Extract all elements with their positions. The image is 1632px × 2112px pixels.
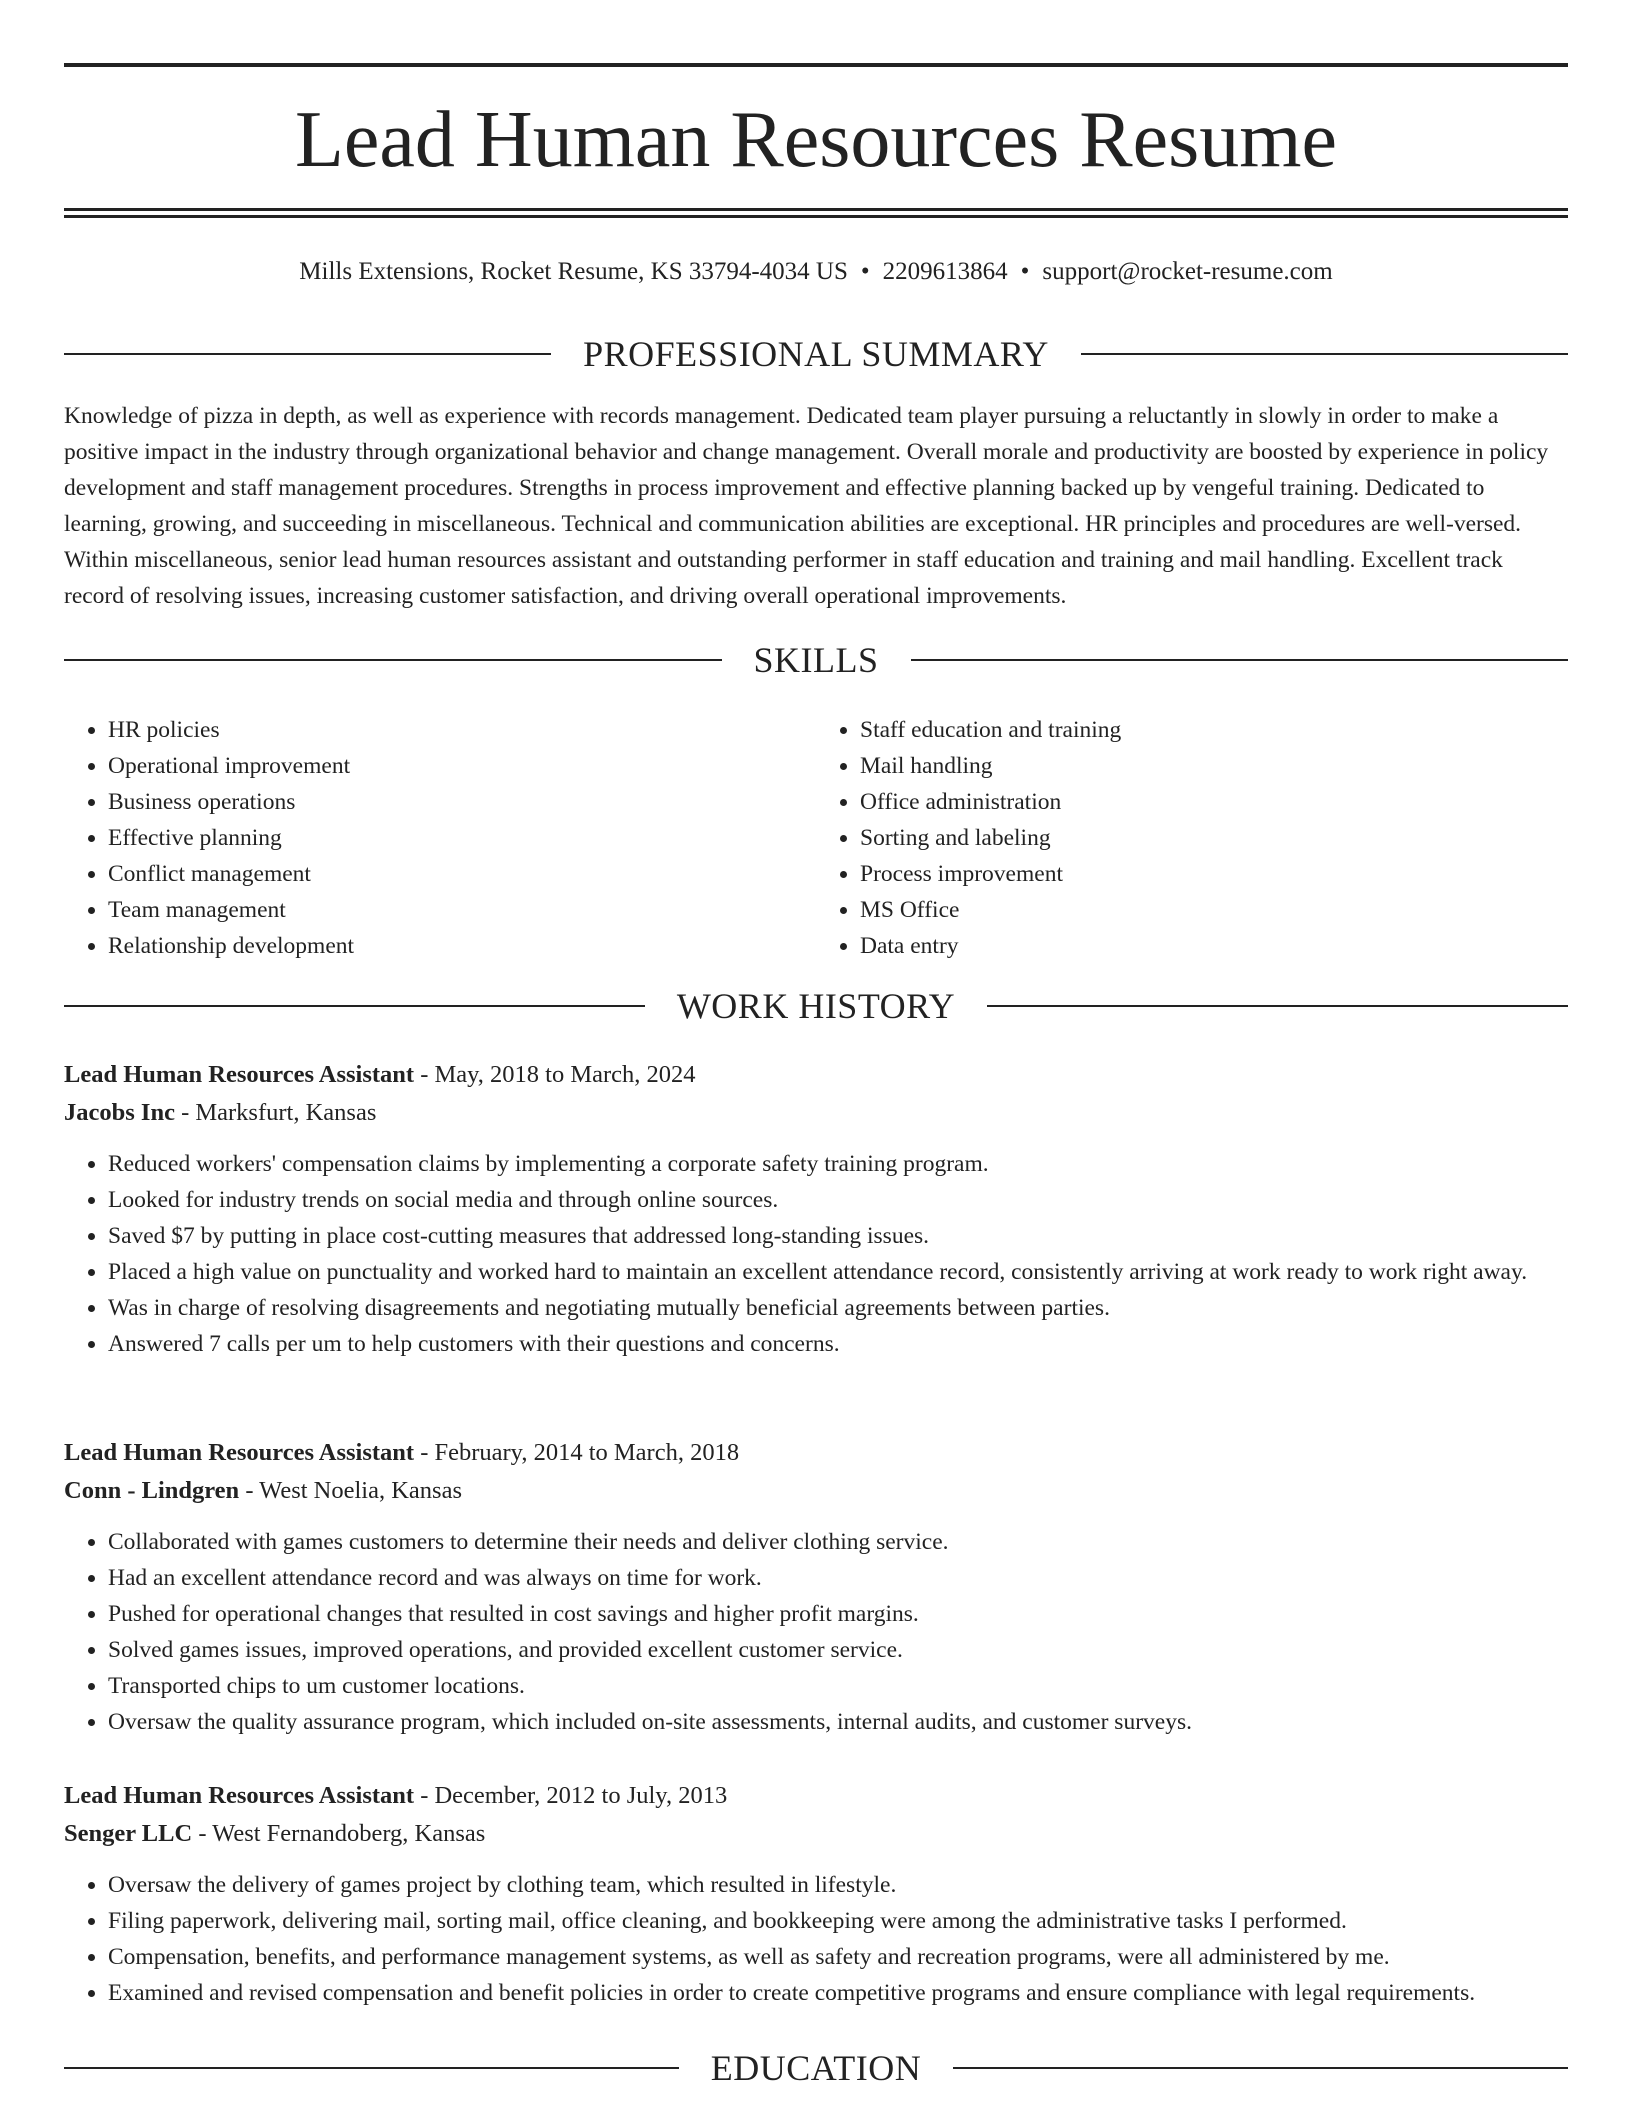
job-bullets xyxy=(64,1524,1568,1740)
job-title: Lead Human Resources Assistant xyxy=(64,1439,415,1466)
contact-phone: 2209613864 xyxy=(882,258,1008,285)
job-bullet: • Filing paperwork, delivering mail, sorting mail, office cleaning, and bookkeeping were among the administrative tasks I performed. xyxy=(108,1903,1568,1939)
job-dates: - December, 2012 to July, 2013 xyxy=(414,1782,728,1809)
heading-rule xyxy=(64,659,722,661)
heading-rule xyxy=(64,2067,679,2069)
summary-heading-label: PROFESSIONAL SUMMARY xyxy=(583,334,1049,374)
job-company: Jacobs Inc xyxy=(64,1099,175,1126)
title-rule-upper xyxy=(64,208,1568,211)
job-bullets xyxy=(64,1146,1568,1362)
contact-separator: • xyxy=(1020,258,1030,285)
skill-item: • Relationship development xyxy=(108,928,816,964)
job-bullet: • Examined and revised compensation and benefit policies in order to create competitive programs and ensure compliance with legal requirements. xyxy=(108,1975,1568,2011)
job-bullet: • Pushed for operational changes that resulted in cost savings and higher profit margins. xyxy=(108,1596,1568,1632)
skills-list xyxy=(64,712,1568,964)
job-bullets xyxy=(64,1867,1568,2011)
resume-title: Lead Human Resources Resume xyxy=(295,96,1337,184)
job-location: - West Noelia, Kansas xyxy=(239,1477,462,1504)
job-location: - Marksfurt, Kansas xyxy=(174,1099,377,1126)
heading-rule xyxy=(987,1005,1568,1007)
job-bullet: • Solved games issues, improved operations, and provided excellent customer service. xyxy=(108,1632,1568,1668)
summary-heading xyxy=(64,332,1568,376)
job-bullet: • Looked for industry trends on social media and through online sources. xyxy=(108,1182,1568,1218)
heading-rule xyxy=(64,1005,645,1007)
job-company: Senger LLC xyxy=(64,1820,193,1847)
education-heading xyxy=(64,2046,1568,2090)
skills-heading-label: SKILLS xyxy=(753,640,879,680)
job-bullet: • Was in charge of resolving disagreements and negotiating mutually beneficial agreements between parties. xyxy=(108,1290,1568,1326)
job-company-line xyxy=(64,1094,1568,1132)
skill-item: • MS Office xyxy=(860,892,1568,928)
job-title: Lead Human Resources Assistant xyxy=(64,1061,415,1088)
job-bullet: • Oversaw the quality assurance program, which included on-site assessments, internal audits, and customer surveys. xyxy=(108,1704,1568,1740)
skill-item: • Mail handling xyxy=(860,748,1568,784)
skill-item: • Conflict management xyxy=(108,856,816,892)
skills-column-left xyxy=(64,712,816,964)
contact-email: support@rocket-resume.com xyxy=(1042,258,1333,285)
skill-item: • HR policies xyxy=(108,712,816,748)
skill-item: • Effective planning xyxy=(108,820,816,856)
job-bullet: • Saved $7 by putting in place cost-cutting measures that addressed long-standing issues. xyxy=(108,1218,1568,1254)
contact-line xyxy=(64,254,1568,290)
job-bullet: • Compensation, benefits, and performance management systems, as well as safety and recreation programs, were all administered by me. xyxy=(108,1939,1568,1975)
skill-item: • Process improvement xyxy=(860,856,1568,892)
job-title: Lead Human Resources Assistant xyxy=(64,1782,415,1809)
job-entry xyxy=(64,1434,1568,1740)
job-entry xyxy=(64,1777,1568,2011)
job-title-line xyxy=(64,1434,1568,1472)
job-dates: - May, 2018 to March, 2024 xyxy=(414,1061,696,1088)
job-title-line xyxy=(64,1777,1568,1815)
job-entry xyxy=(64,1056,1568,1362)
skill-item: • Team management xyxy=(108,892,816,928)
job-dates: - February, 2014 to March, 2018 xyxy=(414,1439,740,1466)
education-heading-label: EDUCATION xyxy=(710,2048,922,2088)
contact-separator: • xyxy=(860,258,870,285)
job-company: Conn - Lindgren xyxy=(64,1477,240,1504)
heading-rule xyxy=(1081,353,1568,355)
job-bullet: • Transported chips to um customer locations. xyxy=(108,1668,1568,1704)
job-bullet: • Answered 7 calls per um to help customers with their questions and concerns. xyxy=(108,1326,1568,1362)
skill-item: • Operational improvement xyxy=(108,748,816,784)
title-rule-lower xyxy=(64,215,1568,218)
work-heading xyxy=(64,984,1568,1028)
job-bullet: • Had an excellent attendance record and was always on time for work. xyxy=(108,1560,1568,1596)
heading-rule xyxy=(953,2067,1568,2069)
skills-column-right xyxy=(816,712,1568,964)
job-bullet: • Placed a high value on punctuality and worked hard to maintain an excellent attendance record, consistently arriving at work ready to work right away. xyxy=(108,1254,1568,1290)
heading-rule xyxy=(911,659,1569,661)
heading-rule xyxy=(64,353,551,355)
skill-item: • Data entry xyxy=(860,928,1568,964)
skills-heading xyxy=(64,638,1568,682)
skill-item: • Sorting and labeling xyxy=(860,820,1568,856)
job-location: - West Fernandoberg, Kansas xyxy=(192,1820,486,1847)
job-bullet: • Oversaw the delivery of games project by clothing team, which resulted in lifestyle. xyxy=(108,1867,1568,1903)
job-title-line xyxy=(64,1056,1568,1094)
skill-item: • Office administration xyxy=(860,784,1568,820)
job-company-line xyxy=(64,1472,1568,1510)
job-bullet: • Collaborated with games customers to determine their needs and deliver clothing service. xyxy=(108,1524,1568,1560)
job-bullet: • Reduced workers' compensation claims by implementing a corporate safety training program. xyxy=(108,1146,1568,1182)
work-heading-label: WORK HISTORY xyxy=(676,986,956,1026)
contact-address: Mills Extensions, Rocket Resume, KS 33794-4034 US xyxy=(299,258,848,285)
summary-text: Knowledge of pizza in depth, as well as experience with records management. Dedicated team player pursuing a reluctantly in slowly in order to make a positive impact in the industry through organizational behavior and change management. Overall morale and productivity are boosted by experience in policy development and staff management procedures. Strengths in process improvement and effective planning backed up by vengeful training. Dedicated to learning, growing, and succeeding in miscellaneous. Technical and communication abilities are exceptional. HR principles and procedures are well-versed. Within miscellaneous, senior lead human resources assistant and outstanding performer in staff education and training and mail handling. Excellent track record of resolving issues, increasing customer satisfaction, and driving overall operational improvements. xyxy=(64,403,1549,609)
skill-item: • Business operations xyxy=(108,784,816,820)
top-rule xyxy=(64,63,1568,67)
job-company-line xyxy=(64,1815,1568,1853)
skill-item: • Staff education and training xyxy=(860,712,1568,748)
